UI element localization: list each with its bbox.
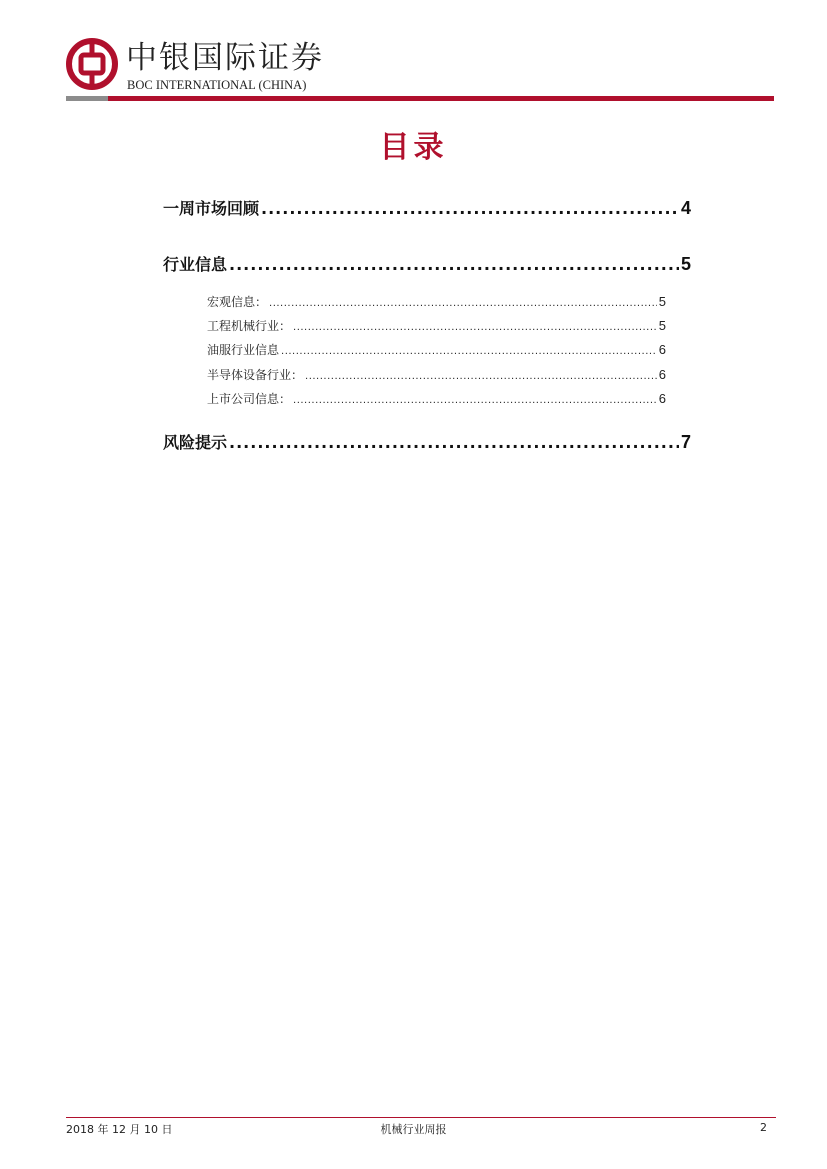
toc-leader-dots (269, 295, 657, 313)
toc-leader-dots (293, 392, 657, 410)
boc-logo-icon (66, 38, 118, 90)
brand-name-en: BOC INTERNATIONAL (CHINA) (127, 78, 307, 92)
toc-entry-macro-info[interactable] (207, 293, 666, 313)
toc-title: 目录 (379, 130, 448, 165)
footer-divider (66, 1117, 776, 1118)
toc-entry-risk-warning[interactable] (163, 431, 691, 454)
toc-entry-page: 5 (658, 318, 666, 333)
toc-entry-semiconductor-equipment[interactable] (207, 366, 666, 386)
toc-entry-listed-companies[interactable] (207, 390, 666, 410)
toc-entry-page: 5 (680, 254, 691, 274)
toc-entry-label: 宏观信息： (207, 295, 268, 309)
toc-entry-oil-services[interactable] (207, 341, 666, 361)
brand-name-cn: 中银国际证券 (126, 40, 324, 76)
toc-leader-dots (305, 368, 657, 386)
toc-leader-dots (281, 343, 657, 361)
footer-date: 2018 年 12 月 10 日 (66, 1123, 173, 1136)
toc-entry-label: 上市公司信息： (207, 392, 292, 406)
toc-leader-dots (261, 198, 679, 220)
toc-entry-construction-machinery[interactable] (207, 317, 666, 337)
footer-page-number: 2 (760, 1121, 767, 1134)
toc-leader-dots (293, 319, 657, 337)
toc-entry-label: 风险提示 (163, 433, 228, 452)
toc-entry-page: 6 (658, 367, 666, 382)
toc-entry-page: 4 (680, 198, 691, 218)
toc-entry-page: 6 (658, 342, 666, 357)
header-divider-red (108, 96, 774, 101)
toc-entry-industry-info[interactable] (163, 253, 691, 276)
toc-entry-label: 行业信息 (163, 255, 228, 274)
footer-report-title: 机械行业周报 (380, 1123, 447, 1136)
toc-entry-page: 5 (658, 294, 666, 309)
toc-leader-dots (229, 432, 679, 454)
toc-entry-page: 6 (658, 391, 666, 406)
toc-entry-label: 油服行业信息 (207, 343, 280, 357)
toc-entry-label: 一周市场回顾 (163, 199, 260, 218)
toc-entry-market-review[interactable] (163, 197, 691, 220)
toc-entry-label: 工程机械行业： (207, 319, 292, 333)
header-divider-grey (66, 96, 108, 101)
toc-leader-dots (229, 254, 679, 276)
toc-entry-label: 半导体设备行业： (207, 368, 304, 382)
toc-entry-page: 7 (680, 432, 691, 452)
